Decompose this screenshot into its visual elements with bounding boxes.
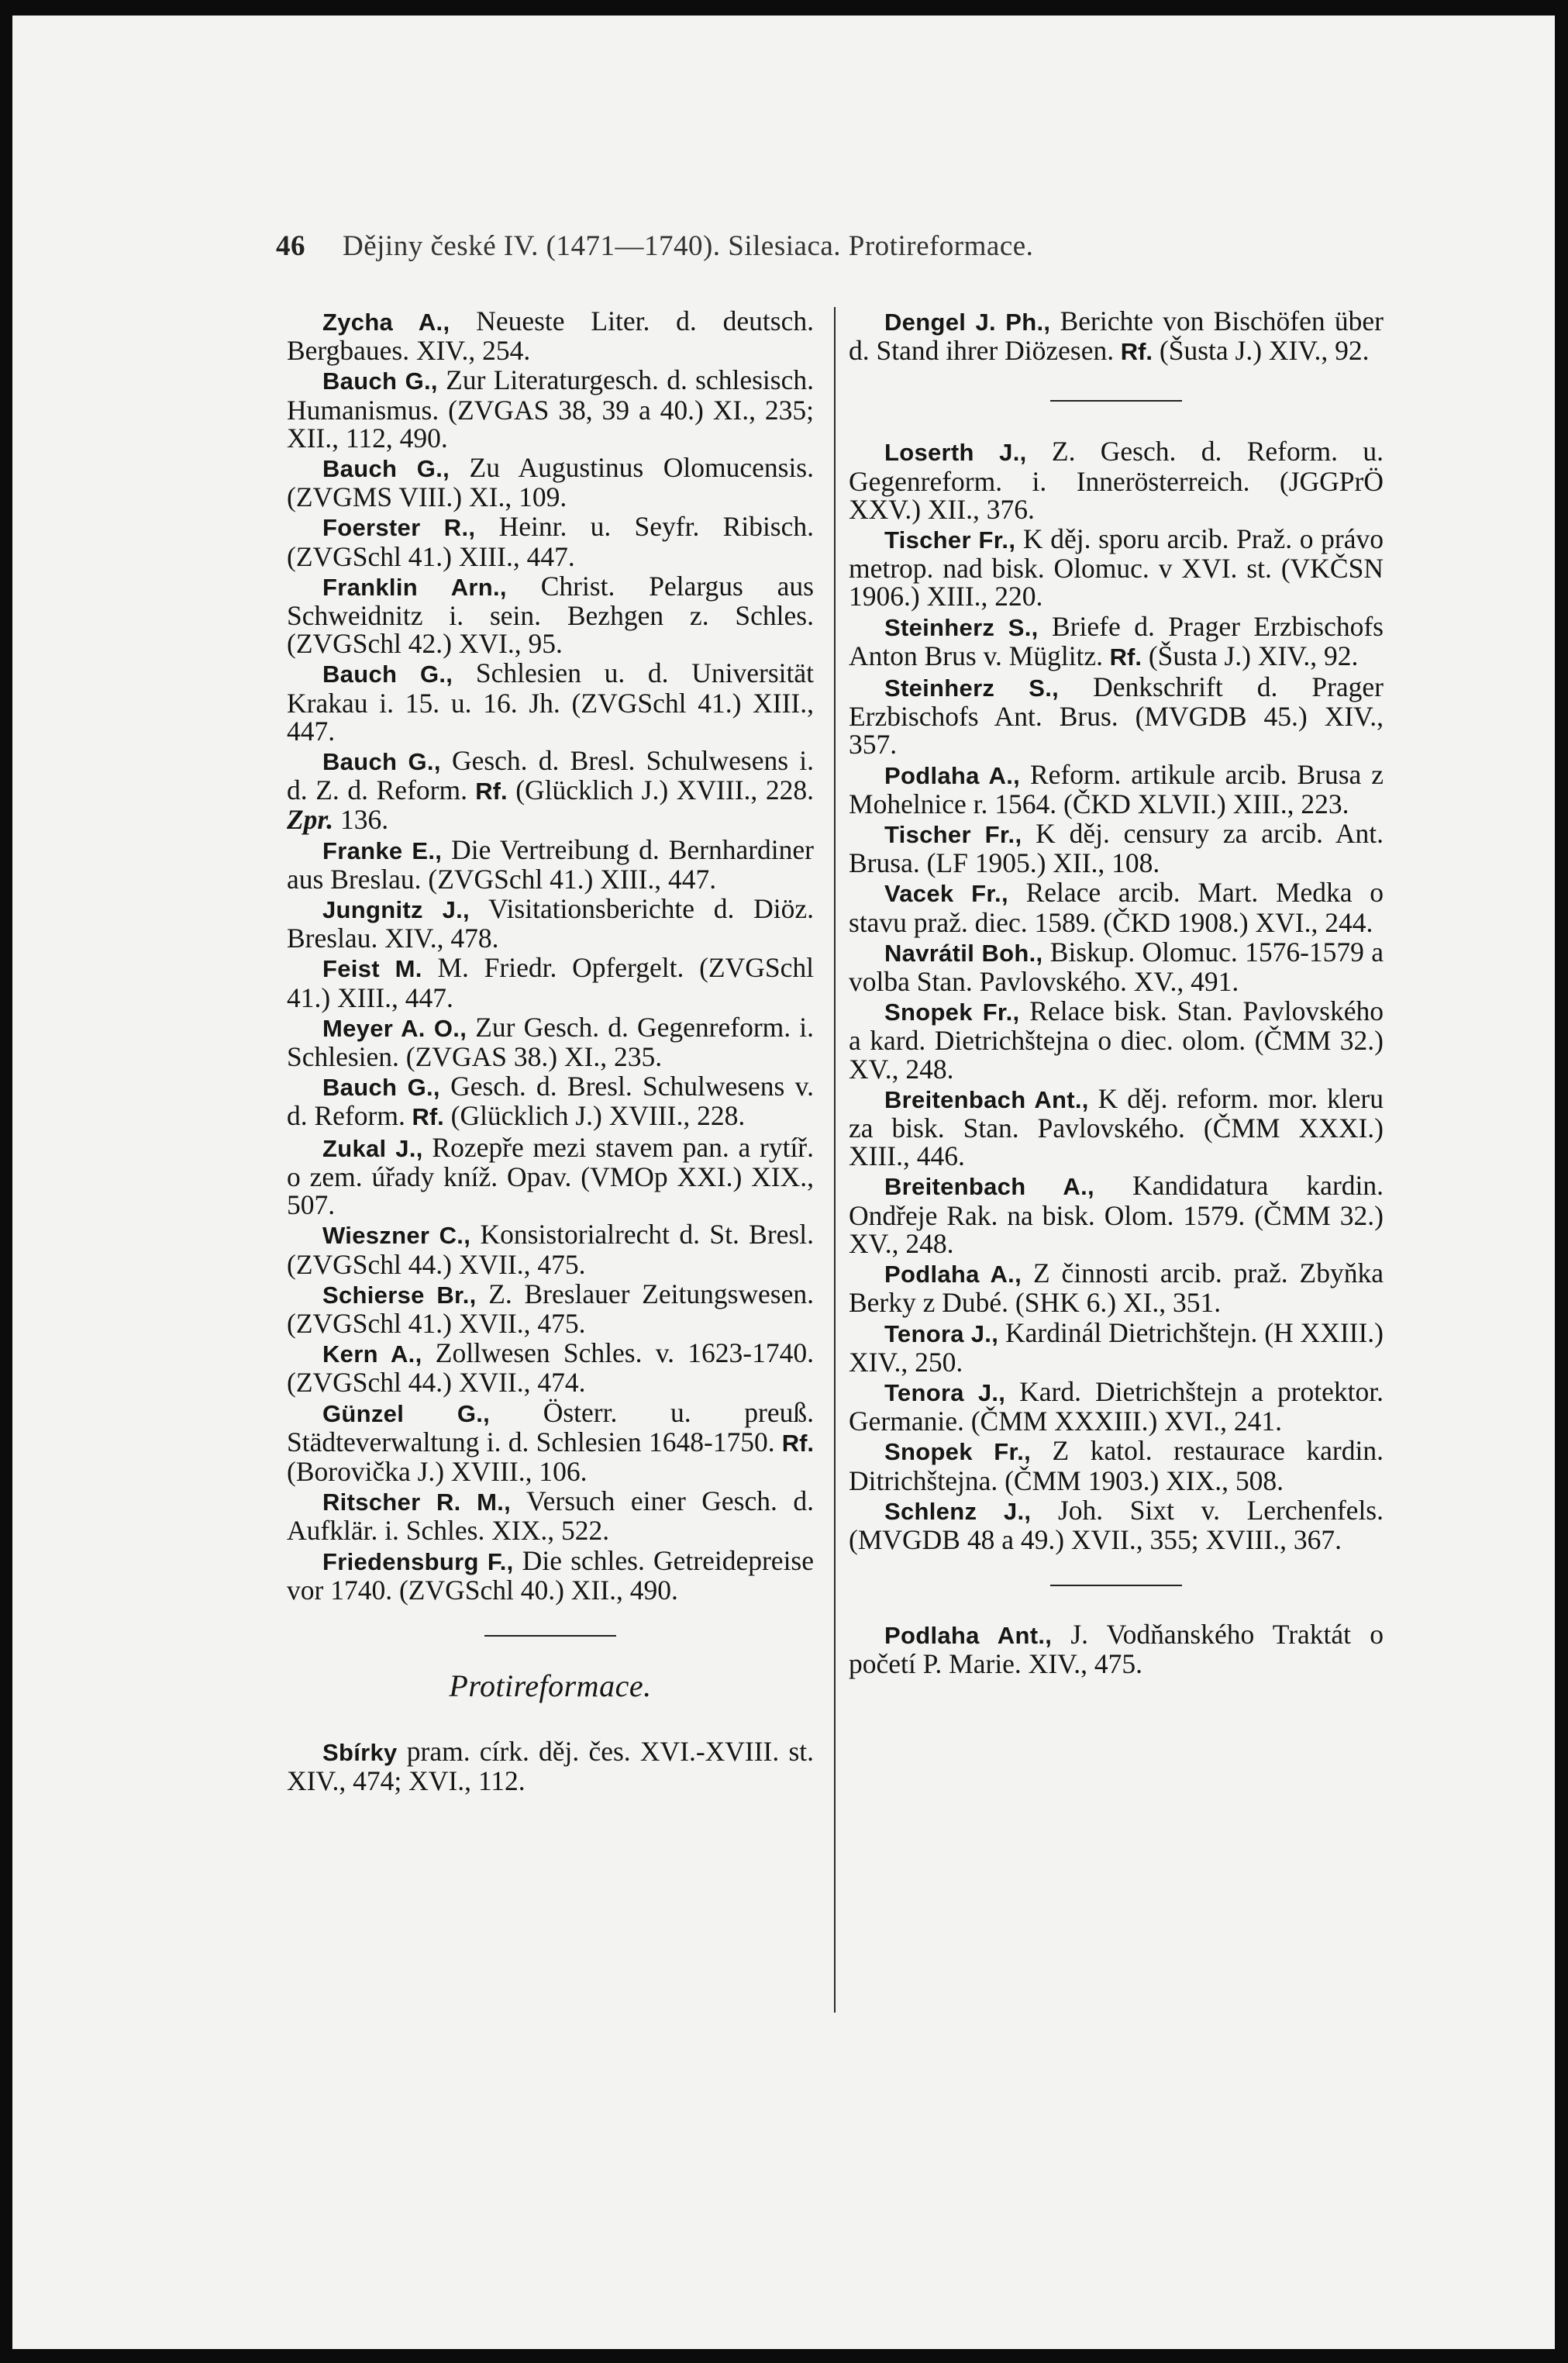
bibliography-entry <box>849 878 1384 936</box>
bibliography-entry <box>849 673 1384 759</box>
entry-author: Sbírky <box>322 1739 398 1767</box>
bibliography-entry <box>849 758 1384 819</box>
bibliography-entry <box>287 833 814 895</box>
left-column <box>287 307 814 1796</box>
entry-text: Berichte von Bischöfen über d. Stand ihrer Diözesen. <box>849 305 1384 367</box>
section-rule <box>1050 1585 1182 1586</box>
running-head-title: Dějiny české IV. (1471—1740). Silesiaca. Protireformace. <box>343 230 1034 262</box>
entry-text: Relace bisk. Stan. Pavlovského a kard. Dietrichštejna o diec. olom. (ČMM 32.) XV., 248. <box>849 995 1384 1085</box>
entry-text: (Glücklich J.) XVIII., 228. <box>507 774 814 806</box>
entry-text: Gesch. d. Bresl. Schulwesens i. d. Z. d. Reform. <box>287 745 814 806</box>
bibliography-entry <box>287 747 814 834</box>
right-top-entry-list <box>849 307 1384 366</box>
bibliography-entry <box>849 1375 1384 1437</box>
bibliography-entry <box>849 819 1384 877</box>
entry-author: Tischer Fr., <box>884 526 1016 554</box>
entry-review-abbr: Rf. <box>467 778 508 805</box>
entry-author: Snopek Fr., <box>884 999 1020 1026</box>
entry-text: (Glücklich J.) XVIII., 228. <box>443 1100 746 1132</box>
section-rule <box>484 1635 616 1637</box>
entry-text: Neueste Liter. d. deutsch. Bergbaues. XIV., 254. <box>287 305 814 367</box>
entry-text: Z katol. restaurace kardin. Ditrichštejna. (ČMM 1903.) XIX., 508. <box>849 1435 1384 1496</box>
entry-text: K děj. sporu arcib. Praž. o právo metrop. nad bisk. Olomuc. v XVI. st. (VKČSN 1906.) XIII., 220. <box>849 523 1384 612</box>
entry-text: Z činnosti arcib. praž. Zbyňka Berky z Dubé. (SHK 6.) XI., 351. <box>849 1257 1384 1319</box>
entry-text: Z. Gesch. d. Reform. u. Gegenreform. i. Innerösterreich. (JGGPrÖ XXV.) XII., 376. <box>849 436 1384 525</box>
entry-text: Konsistorialrecht d. St. Bresl. (ZVGSchl 44.) XVII., 475. <box>287 1219 814 1280</box>
entry-text: Kardinál Dietrichštejn. (H XXIII.) XIV., 250. <box>849 1316 1384 1378</box>
entry-text: Briefe d. Prager Erzbischofs Anton Brus v. Müglitz. <box>849 610 1384 671</box>
entry-author: Bauch G., <box>322 748 441 776</box>
entry-text: Kandidatura kardin. Ondřeje Rak. na bisk. Olom. 1579. (ČMM 32.) XV., 248. <box>849 1170 1384 1259</box>
entry-text: Zollwesen Schles. v. 1623-1740. (ZVGSchl 44.) XVII., 474. <box>287 1337 815 1399</box>
entry-author: Bauch G., <box>322 661 453 688</box>
entry-review-abbr: Rf. <box>774 1429 815 1457</box>
entry-text: Visitationsberichte d. Diöz. Breslau. XIV., 478. <box>287 893 814 954</box>
bibliography-entry <box>849 1316 1384 1378</box>
entry-author: Feist M. <box>322 955 422 983</box>
bibliography-entry <box>849 1496 1384 1554</box>
entry-author: Tenora J., <box>884 1378 1006 1406</box>
entry-author: Zukal J., <box>322 1134 423 1162</box>
entry-text: Rozepře mezi stavem pan. a rytíř. o zem. úřady kníž. Opav. (VMOp XXI.) XIX., 507. <box>287 1131 814 1221</box>
entry-author: Foerster R., <box>322 514 476 542</box>
entry-author: Ritscher R. M., <box>322 1489 512 1516</box>
bibliography-entry <box>849 1437 1384 1494</box>
bibliography-entry <box>287 1280 814 1337</box>
entry-author: Breitenbach A., <box>884 1173 1094 1201</box>
right-column <box>849 307 1384 1678</box>
bibliography-entry <box>849 997 1384 1083</box>
entry-author: Breitenbach Ant., <box>884 1085 1089 1113</box>
entry-text: Joh. Sixt v. Lerchenfels. (MVGDB 48 a 49.) XVII., 355; XVIII., 367. <box>849 1494 1384 1555</box>
entry-text: Die schles. Getreidepreise vor 1740. (ZVGSchl 40.) XII., 490. <box>287 1544 815 1606</box>
entry-author: Podlaha A., <box>884 761 1021 789</box>
entry-author: Steinherz S., <box>884 674 1060 702</box>
bibliography-entry <box>287 1220 814 1278</box>
bibliography-entry <box>287 1013 814 1071</box>
bibliography-entry <box>287 454 814 511</box>
entry-text: Zur Gesch. d. Gegenreform. i. Schlesien. (ZVGAS 38.) XI., 235. <box>287 1011 814 1073</box>
bibliography-entry <box>849 1620 1384 1678</box>
entry-author: Tischer Fr., <box>884 821 1022 849</box>
bibliography-entry <box>849 612 1384 671</box>
entry-text: Gesch. d. Bresl. Schulwesens v. d. Reform. <box>287 1071 814 1132</box>
entry-text: Die Vertreibung d. Bernhardiner aus Breslau. (ZVGSchl 41.) XIII., 447. <box>287 833 814 895</box>
entry-author: Navrátil Boh., <box>884 939 1043 967</box>
entry-text: Zur Literaturgesch. d. schlesisch. Humanismus. (ZVGAS 38, 39 a 40.) XI., 235; XII., 112, 490. <box>287 364 814 454</box>
column-divider <box>834 307 836 2013</box>
entry-text: Kard. Dietrichštejn a protektor. Germanie. (ČMM XXXIII.) XVI., 241. <box>849 1375 1384 1437</box>
bibliography-entry <box>287 1133 814 1219</box>
entry-text: Z. Breslauer Zeitungswesen. (ZVGSchl 41.) XVII., 475. <box>287 1278 815 1339</box>
entry-review-abbr: Rf. <box>405 1103 444 1131</box>
entry-author: Zycha A., <box>322 309 450 336</box>
entry-author: Friedensburg F., <box>322 1547 514 1575</box>
entry-author: Schierse Br., <box>322 1281 477 1309</box>
entry-author: Franke E., <box>322 837 443 864</box>
bibliography-entry <box>287 895 814 952</box>
section-rule <box>1050 400 1182 402</box>
entry-text: Heinr. u. Seyfr. Ribisch. (ZVGSchl 41.) XIII., 447. <box>287 511 815 572</box>
entry-text: Christ. Pelargus aus Schweidnitz i. sein. Bezhgen z. Schles. (ZVGSchl 42.) XVI., 95. <box>287 570 815 660</box>
entry-text: Denkschrift d. Prager Erzbischofs Ant. Brus. (MVGDB 45.) XIV., 357. <box>849 671 1384 761</box>
entry-author: Steinherz S., <box>884 613 1039 641</box>
entry-author: Podlaha Ant., <box>884 1622 1053 1650</box>
entry-author: Podlaha A., <box>884 1261 1022 1288</box>
entry-text: M. Friedr. Opfergelt. (ZVGSchl 41.) XIII., 447. <box>287 952 814 1013</box>
entry-author: Schlenz J., <box>884 1497 1032 1525</box>
entry-author: Loserth J., <box>884 439 1027 467</box>
entry-text: Reform. artikule arcib. Brusa z Mohelnice r. 1564. (ČKD XLVII.) XIII., 223. <box>849 758 1384 819</box>
entry-author: Günzel G., <box>322 1399 491 1427</box>
entry-italic-ref: Zpr. <box>287 804 334 836</box>
entry-author: Bauch G., <box>322 455 450 483</box>
entry-review-abbr: Rf. <box>1103 643 1142 671</box>
bibliography-entry <box>849 1257 1384 1319</box>
entry-author: Dengel J. Ph., <box>884 309 1051 336</box>
bibliography-entry <box>287 366 814 452</box>
page-number: 46 <box>276 230 305 262</box>
entry-text: J. Vodňanského Traktát o početí P. Marie. XIV., 475. <box>849 1619 1384 1680</box>
entry-author: Wieszner C., <box>322 1222 471 1250</box>
entry-author: Tenora J., <box>884 1319 999 1347</box>
section-title: Protireformace. <box>449 1668 652 1703</box>
running-head <box>276 229 1033 263</box>
entry-author: Kern A., <box>322 1340 422 1368</box>
bibliography-entry <box>849 1171 1384 1257</box>
bibliography-entry <box>849 307 1384 366</box>
bibliography-entry <box>849 1082 1384 1172</box>
entry-text: 136. <box>333 804 389 836</box>
entry-text: Schlesien u. d. Universität Krakau i. 15. u. 16. Jh. (ZVGSchl 41.) XIII., 447. <box>287 657 814 747</box>
entry-author: Vacek Fr., <box>884 880 1008 908</box>
entry-text: K děj. reform. mor. kleru za bisk. Stan. Pavlovského. (ČMM XXXI.) XIII., 446. <box>849 1082 1384 1172</box>
bibliography-entry <box>287 572 814 658</box>
entry-text: Biskup. Olomuc. 1576-1579 a volba Stan. Pavlovského. XV., 491. <box>849 936 1384 998</box>
bibliography-entry <box>849 437 1384 523</box>
entry-author: Bauch G., <box>322 1074 440 1102</box>
entry-text: Österr. u. preuß. Städteverwaltung i. d. Schlesien 1648-1750. <box>287 1396 814 1457</box>
entry-text: Versuch einer Gesch. d. Aufklär. i. Schles. XIX., 522. <box>287 1485 814 1547</box>
right-entry-list <box>849 437 1384 1554</box>
entry-author: Snopek Fr., <box>884 1438 1032 1466</box>
bibliography-entry <box>287 512 814 570</box>
left-entry-list <box>287 307 814 1604</box>
entry-text: (Borovička J.) XVIII., 106. <box>287 1455 588 1487</box>
bibliography-entry <box>287 659 814 745</box>
entry-author: Franklin Arn., <box>322 573 507 601</box>
bibliography-entry <box>287 1396 815 1487</box>
entry-text: Zu Augustinus Olomucensis. (ZVGMS VIII.) XI., 109. <box>287 452 814 513</box>
bibliography-entry <box>287 1737 814 1795</box>
bibliography-entry <box>287 1544 815 1606</box>
entry-text: (Šusta J.) XIV., 92. <box>1153 335 1370 367</box>
entry-author: Meyer A. O., <box>322 1014 467 1042</box>
entry-text: Relace arcib. Mart. Medka o stavu praž. diec. 1589. (ČKD 1908.) XVI., 244. <box>849 877 1384 938</box>
bibliography-entry <box>849 936 1384 998</box>
entry-author: Jungnitz J., <box>322 896 470 924</box>
entry-author: Bauch G., <box>322 367 438 395</box>
bibliography-entry <box>287 305 814 367</box>
bibliography-entry <box>287 954 814 1011</box>
bibliography-entry <box>287 1072 814 1131</box>
bibliography-entry <box>849 525 1384 611</box>
entry-text: (Šusta J.) XIV., 92. <box>1141 640 1359 671</box>
entry-text: K děj. censury za arcib. Ant. Brusa. (LF 1905.) XII., 108. <box>849 818 1384 879</box>
bibliography-entry <box>287 1337 815 1399</box>
bibliography-entry <box>287 1485 814 1547</box>
entry-review-abbr: Rf. <box>1114 338 1153 366</box>
entry-text: pram. círk. děj. čes. XVI.-XVIII. st. XIV., 474; XVI., 112. <box>287 1736 814 1797</box>
